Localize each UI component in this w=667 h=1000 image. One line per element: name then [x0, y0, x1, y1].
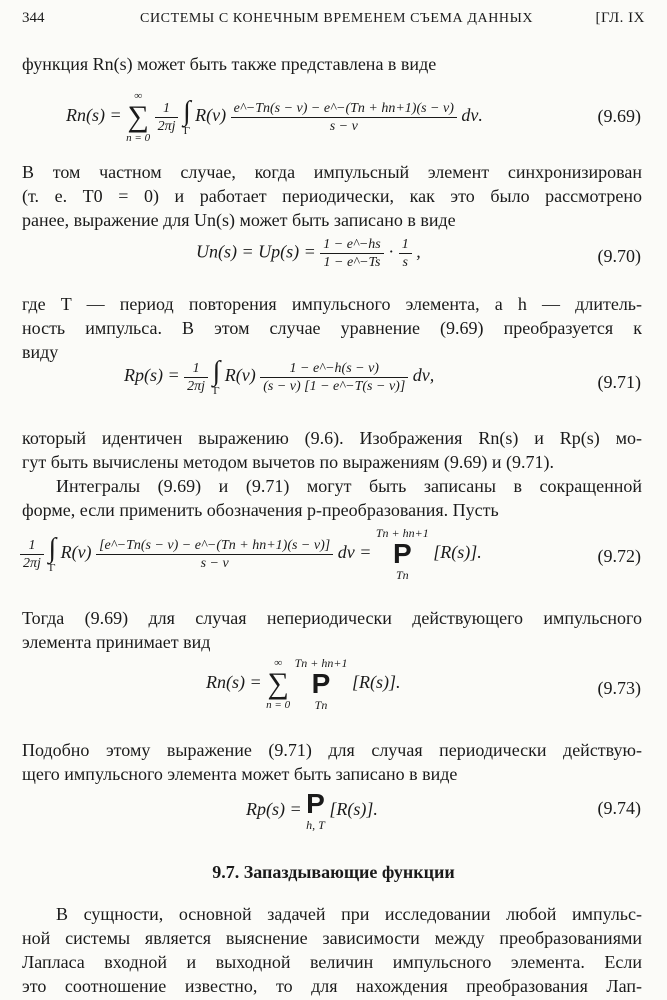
- paragraph-8-line-4: это соотношение известно, то для нахождения преобразования Лап-: [22, 976, 642, 996]
- paragraph-1: функция Rn(s) может быть также представлена в виде: [22, 54, 437, 74]
- first-fraction: $\frac{1 - e\^{}-hs}{1 - e\^{}-Ts}$: [320, 236, 383, 271]
- paragraph-8-line-2: ной системы является выяснение зависимости между преобразованиями: [22, 928, 642, 948]
- paragraph-3-line-1: где T — период повторения импульсного элемента, а h — длитель-: [22, 294, 642, 314]
- running-title: СИСТЕМЫ С КОНЕЧНЫМ ВРЕМЕНЕМ СЪЕМА ДАННЫХ: [140, 11, 534, 26]
- paragraph-6-line-1: Тогда (9.69) для случая непериодически действующего импульсного: [22, 608, 642, 628]
- section-heading: 9.7. Запаздывающие функции: [212, 862, 455, 882]
- equation-number-9-73: (9.73): [597, 678, 641, 698]
- paragraph-8-line-3: Лапласа входной и выходной величин импульсного элемента. Если: [22, 952, 642, 972]
- page-header: [22, 10, 645, 32]
- main-fraction: $\frac{1 - e\^{}-h(s - \nu)}{(s - \nu) [1 - e\^{}-T(s - \nu)]}$: [260, 360, 408, 395]
- equation-9-70: Un(s) = Up(s) = $\frac{1 - e\^{}-hs}{1 - e\^{}-Ts}$ · $\frac{1}{s}$ ,: [196, 237, 421, 270]
- coefficient-fraction: $\frac{1}{2\pi j}$: [20, 537, 44, 572]
- paragraph-7-line-1: Подобно этому выражение (9.71) для случая периодически действую-: [22, 740, 642, 760]
- summation-sign: ∞ ∑ n = 0: [266, 657, 291, 711]
- eq-lhs: Rn(s) =: [66, 105, 122, 126]
- equation-number-9-74: (9.74): [597, 798, 641, 818]
- differential: dν,: [412, 365, 435, 386]
- differential: dν =: [337, 542, 372, 563]
- main-fraction: $\frac{e\^{}-Tn(s - \nu) - e\^{}-(Tn + hn+1)(s - \nu)}{s - \nu}$: [231, 100, 457, 135]
- paragraph-6-line-2: элемента принимает вид: [22, 632, 211, 652]
- chapter-label: [ГЛ. IX: [595, 10, 645, 26]
- p-transform-operator: Tn + hn+1 P Tn: [375, 526, 429, 582]
- page-number: 344: [22, 10, 45, 26]
- p-transform-operator: Tn + hn+1 P Tn: [294, 656, 348, 712]
- equation-9-73: Rn(s) = ∞ ∑ n = 0 Tn + hn+1 P Tn [R(s)].: [206, 656, 401, 712]
- paragraph-3-line-2: ность импульса. В этом случае уравнение (9.69) преобразуется к: [22, 318, 642, 338]
- second-fraction: $\frac{1}{s}$: [399, 236, 412, 271]
- equation-number-9-70: (9.70): [597, 246, 641, 266]
- paragraph-8-line-1: В сущности, основной задачей при исследовании любой импульс-: [56, 904, 642, 924]
- integral-sign: ∫ Γ: [182, 96, 191, 137]
- paragraph-2-line-1: В том частном случае, когда импульсный элемент синхронизирован: [22, 162, 642, 182]
- coefficient-fraction: $\frac{1}{2\pi j}$: [155, 100, 179, 135]
- paragraph-7-line-2: щего импульсного элемента может быть записано в виде: [22, 764, 458, 784]
- paragraph-2-line-2: (т. е. T0 = 0) и работает периодически, как это было рассмотрено: [22, 186, 642, 206]
- eq-lhs: Rn(s) =: [206, 672, 262, 693]
- integrand-factor: R(ν): [60, 542, 92, 563]
- eq-lhs: Un(s) = Up(s) =: [196, 241, 316, 262]
- eq-lhs: Rp(s) =: [124, 365, 180, 386]
- paragraph-3-line-3: виду: [22, 342, 59, 362]
- eq-lhs: Rp(s) =: [246, 799, 302, 820]
- equation-9-71: [124, 358, 434, 410]
- paragraph-2-line-3: ранее, выражение для Un(s) может быть записано в виде: [22, 210, 456, 230]
- equation-9-72: $\frac{1}{2\pi j}$ ∫ Γ R(ν) $\frac{[e\^{}-Tn(s - \nu) - e\^{}-(Tn + hn+1)(s - \nu)]}{s - \nu}$ dν = Tn + hn+1 P Tn [R(s)].: [20, 526, 482, 590]
- paragraph-5-line-2: форме, если применить обозначения p-преобразования. Пусть: [22, 500, 499, 520]
- equation-number-9-72: (9.72): [597, 546, 641, 566]
- main-fraction: $\frac{[e\^{}-Tn(s - \nu) - e\^{}-(Tn + hn+1)(s - \nu)]}{s - \nu}$: [96, 537, 333, 572]
- integral-sign: ∫ Γ: [212, 356, 221, 397]
- equation-number-9-69: (9.69): [597, 106, 641, 126]
- paragraph-5-line-1: Интегралы (9.69) и (9.71) могут быть записаны в сокращенной: [56, 476, 642, 496]
- integrand-factor: R(ν): [224, 365, 256, 386]
- summation-sign: ∞ ∑ n = 0: [126, 90, 151, 144]
- paragraph-4-line-1: который идентичен выражению (9.6). Изображения Rn(s) и Rp(s) мо-: [22, 428, 642, 448]
- p-transform-operator: P h, T: [306, 788, 325, 832]
- coefficient-fraction: $\frac{1}{2\pi j}$: [184, 360, 208, 395]
- equation-9-74: Rp(s) = P h, T [R(s)].: [246, 788, 378, 832]
- equation-number-9-71: (9.71): [597, 372, 641, 392]
- integrand-factor: R(ν): [195, 105, 227, 126]
- paragraph-4-line-2: гут быть вычислены методом вычетов по выражениям (9.69) и (9.71).: [22, 452, 554, 472]
- differential: dν.: [461, 105, 483, 126]
- equation-9-69: [66, 90, 483, 150]
- integral-sign: ∫ Γ: [48, 533, 57, 574]
